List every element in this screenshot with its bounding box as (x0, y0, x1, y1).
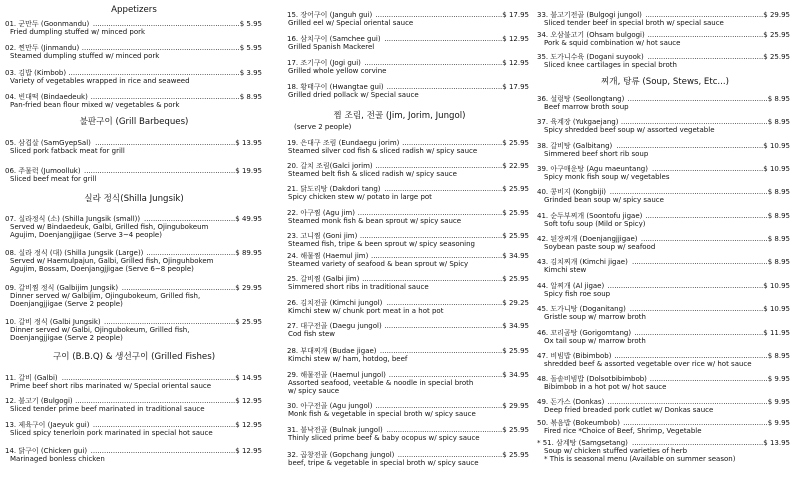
section-subheading-serving: (serve 2 people) (294, 123, 352, 131)
item-name: 43. 김치찌개 (Kimchi jigae) (537, 258, 628, 266)
item-description: Simmered short ribs in traditional sauce (288, 283, 429, 291)
item-price: ........................................................................$ 12.95 (75, 397, 262, 405)
item-description: Bibimbob in a hot pot w/ hot sauce (544, 383, 667, 391)
item-description: Kimchi stew w/ chunk port meat in a hot pot (288, 307, 444, 315)
item-price: ................................................................$ 12.95 (92, 421, 262, 429)
item-price: ...............................................................$ 8.95 (627, 95, 790, 103)
item-name: 19. 은대구 조림 (Eundaegu jorim) (287, 139, 400, 147)
item-price: ...................................................$ 34.95 (388, 371, 529, 379)
item-name: 36. 설렁탕 (Seollongtang) (537, 95, 625, 103)
item-price: ....................................................$ 29.25 (386, 299, 529, 307)
item-price: ....................................................$ 25.95 (386, 426, 529, 434)
item-price: .............................................................$ 8.95 (632, 258, 790, 266)
item-description: Sliced spicy tenerloin pork marinated in special hot sauce (10, 429, 213, 437)
item-price: ...............................................................$ 25.95 (362, 275, 529, 283)
item-description: Pan-fried bean flour mixed w/ vegetables & pork (10, 101, 180, 109)
item-description: Fired rice *Choice of Beef, Shrimp, Vegetable (544, 427, 702, 435)
item-name: * 51. 삼계탕 (Samgsetang) (537, 439, 628, 447)
item-name: 03. 김밥 (Kimbob) (5, 69, 67, 77)
item-price: ..............................................................................$ 14.95 (61, 374, 262, 382)
item-price: ....................................................$ 25.95 (647, 31, 790, 39)
item-name: 04. 빈대떡 (Bindaedeuk) (5, 93, 88, 101)
item-name: 14. 닭구이 (Chicken gui) (5, 447, 88, 455)
item-name: 38. 갈비탕 (Galbitang) (537, 142, 613, 150)
item-name: 12. 불고기 (Bulgogi) (5, 397, 73, 405)
item-name: 34. 오삼불고기 (Ohsam bulgogi) (537, 31, 645, 39)
item-description: Prime beef short ribs marinated w/ Special oriental sauce (10, 382, 212, 390)
item-price: .............................................$ 25.95 (402, 139, 529, 147)
item-description: Thinly sliced prime beef & baby ocopus w/ spicy sauce (288, 434, 480, 442)
item-price: .....................................................$ 9.95 (649, 375, 790, 383)
item-description: Doenjangjjigae (Serve 2 people) (10, 300, 123, 308)
item-price: .................................................................$ 9.95 (623, 419, 790, 427)
item-name: 29. 해물전골 (Haemul jungol) (287, 371, 386, 379)
item-name: 24. 해물찜 (Haemul jim) (287, 252, 369, 260)
item-name: 21. 닭도리탕 (Dakdori tang) (287, 185, 381, 193)
item-description: Spicy shredded beef soup w/ assorted vegetable (544, 126, 715, 134)
item-price: ..................................................................$ 10.95 (616, 142, 790, 150)
item-name: 16. 삼치구이 (Samchee gui) (287, 35, 381, 43)
item-price: .......................................................$ 8.95 (645, 212, 790, 220)
item-price: ...........................................................$ 34.95 (371, 252, 529, 260)
item-price: ...................................................................$ 8.95 (90, 93, 262, 101)
item-price: ..................................................$ 10.95 (652, 165, 790, 173)
item-name: 42. 된장찌개 (Doenjangjjigae) (537, 235, 638, 243)
seasonal-note: * This is seasonal menu (Available on summer season) (544, 455, 736, 463)
item-description: Dinner served w/ Galbijim, Ojingubokeum, Grilled fish, (10, 292, 201, 300)
item-price: ...................................................$ 29.95 (121, 284, 262, 292)
item-description: w/ spicy sauce (288, 387, 340, 395)
item-price: .......................................................................$ 5.95 (81, 44, 262, 52)
item-name: 18. 황태구이 (Hwangtae gui) (287, 83, 384, 91)
item-price: ...........................................................$ 13.95 (632, 439, 790, 447)
item-price: .....................................................$ 34.95 (384, 322, 529, 330)
item-description: Kimchi stew w/ ham, hotdog, beef (288, 355, 408, 363)
item-description: Kimchi stew (544, 266, 587, 274)
item-price: .........................................................$ 29.95 (375, 402, 529, 410)
item-name: 32. 곱창전골 (Gopchang jungol) (287, 451, 395, 459)
item-description: Steamed fish, tripe & been sprout w/ spicy seasoning (288, 240, 475, 248)
item-description: Simmered beef short rib soup (544, 150, 649, 158)
item-name: 02. 찐만두 (Jinmandu) (5, 44, 80, 52)
item-price: ..........................................................$ 11.95 (634, 329, 790, 337)
item-description: Assorted seafood, veetable & noodle in special broth (288, 379, 474, 387)
section-heading-grill-barbeques: 불판구이 (Grill Barbeques) (79, 117, 189, 127)
item-price: .....................................................................$ 8.95 (614, 352, 790, 360)
item-description: Soup w/ chicken stuffed varieties of herb (544, 447, 688, 455)
item-name: 35. 도가니수육 (Dogani suyook) (537, 53, 644, 61)
item-description: Sliced knee cartilages in special broth (544, 61, 677, 69)
item-price: .........................................................$ 17.95 (375, 11, 529, 19)
item-price: .......................................................................$ 8.95 (609, 188, 790, 196)
item-description: Dinner served w/ Galbi, Ojingubokeum, Grilled fish, (10, 326, 190, 334)
item-price: .............................................................................$ 3.95 (68, 69, 262, 77)
item-price: .......................................................$ 25.95 (379, 347, 529, 355)
item-description: Agujim, Bossam, Doenjangjjigae (Serve 6~8 people) (10, 265, 194, 273)
item-price: ..................................................................$ 5.95 (92, 20, 262, 28)
item-name: 13. 제육구이 (Jaeyuk gui) (5, 421, 90, 429)
item-description: Steamed belt fish & sliced radish w/ spicy sauce (288, 170, 457, 178)
item-name: 01. 군만두 (Goonmandu) (5, 20, 90, 28)
item-description: Served w/ Haemulpajun, Galbi, Grilled fish, Ojinguhbokem (10, 257, 214, 265)
item-description: Cod fish stew (288, 330, 335, 338)
section-heading-soup-stews: 찌개, 탕류 (Soup, Stews, Etc...) (601, 77, 729, 87)
item-name: 15. 장어구이 (Janguh gui) (287, 11, 373, 19)
item-description: Served w/ Bindaedeuk, Galbi, Grilled fish, Ojingubokeum (10, 223, 209, 231)
item-name: 40. 콩비지 (Kongbiji) (537, 188, 607, 196)
item-name: 27. 대구전골 (Daegu jungol) (287, 322, 382, 330)
item-name: 23. 고니찜 (Goni jim) (287, 232, 358, 240)
item-price: ....................................................................$ 19.95 (83, 167, 262, 175)
item-price: ...............................................$ 25.95 (397, 451, 529, 459)
item-name: 05. 삼겹살 (SamGyepSal) (5, 139, 91, 147)
item-description: Sliced tender beef in special broth w/ special sauce (544, 19, 724, 27)
item-description: Variety of vegetables wrapped in rice and seaweed (10, 77, 190, 85)
item-price: ....................................................$ 25.95 (647, 53, 790, 61)
item-name: 10. 갈비 정식 (Galbi Jungsik) (5, 318, 101, 326)
item-name: 11. 갈비 (Galbi) (5, 374, 58, 382)
item-price: .....................................................$ 29.95 (645, 11, 790, 19)
section-heading-grilled-fishes: 구이 (B.B.Q) & 생선구이 (Grilled Fishes) (52, 352, 216, 362)
item-name: 20. 갈치 조림(Galci jorim) (287, 162, 373, 170)
item-description: Grilled dried pollack w/ Special sauce (288, 91, 419, 99)
item-price: ........................................$ 89.95 (146, 249, 262, 257)
item-name: 25. 갈비찜 (Galbi jim) (287, 275, 360, 283)
item-price: ....................................................$ 17.95 (386, 83, 529, 91)
item-price: ............................................................$ 10.95 (629, 305, 790, 313)
item-price: .........................................................$ 22.95 (375, 162, 529, 170)
item-price: ...........................................................$ 25.95 (104, 318, 262, 326)
item-name: 30. 아구전골 (Agu jungol) (287, 402, 373, 410)
item-price: ......................................................................$ 10.95 (607, 282, 790, 290)
item-description: Monk fish & vegetable in special broth w/ spicy sauce (288, 410, 476, 418)
item-description: Grilled whole yellow corvine (288, 67, 387, 75)
item-description: Ox tail soup w/ marrow broth (544, 337, 646, 345)
item-description: shredded beef & assorted vegetable over rice w/ hot sauce (544, 360, 752, 368)
item-name: 07. 실라정식 (소) (Shilla Jungsik (small)) (5, 215, 141, 223)
item-name: 45. 도가니탕 (Doganitang) (537, 305, 626, 313)
item-description: beef, tripe & vegetable in special broth w/ spicy sauce (288, 459, 479, 467)
item-description: Soft tofu soup (Mild or Spicy) (544, 220, 646, 228)
item-name: 46. 꼬리곰탕 (Gorigomtang) (537, 329, 632, 337)
item-name: 44. 알찌개 (Al jigae) (537, 282, 605, 290)
item-price: ................................................................$ 25.95 (359, 232, 529, 240)
item-description: Agujim, Doenjangjjigae (Serve 3~4 people) (10, 231, 162, 239)
item-name: 33. 불고기전골 (Bulgogi jungol) (537, 11, 642, 19)
item-description: Gristle soup w/ marrow broth (544, 313, 646, 321)
item-name: 28. 부대찌개 (Budae jigae) (287, 347, 377, 355)
item-description: Soybean paste soup w/ seafood (544, 243, 656, 251)
item-description: Steamed dumpling stuffed w/ minced pork (10, 52, 160, 60)
item-price: .........................................$ 49.95 (144, 215, 262, 223)
item-description: Grinded bean soup w/ spicy sauce (544, 196, 664, 204)
item-description: Spicy chicken stew w/ potato in large pot (288, 193, 432, 201)
item-name: 06. 주물럭 (Jumoolluk) (5, 167, 81, 175)
item-price: .....................................................$ 25.95 (384, 185, 529, 193)
item-description: Marinaged bonless chicken (10, 455, 105, 463)
item-name: 26. 김치전골 (Kimchi jungol) (287, 299, 383, 307)
item-name: 09. 갈비찜 정식 (Galbijim Jungsik) (5, 284, 119, 292)
section-heading-shilla-jungsik: 실라 정식(Shilla Jungsik) (84, 194, 184, 204)
item-name: 50. 볶음밥 (Bokeumbob) (537, 419, 620, 427)
item-price: .................................................................$ 12.95 (90, 447, 262, 455)
item-name: 48. 돌솥비빔밥 (Dolsotbibimbob) (537, 375, 647, 383)
item-price: .....................................................$ 12.95 (384, 35, 529, 43)
section-heading-appetizers: Appetizers (111, 5, 157, 15)
item-price: ...............................................................$ 13.95 (95, 139, 262, 147)
item-name: 49. 돈가스 (Donkas) (537, 398, 605, 406)
item-description: Deep fried breaded pork cutlet w/ Donkas sauce (544, 406, 714, 414)
item-price: ........................................................................$ 9.95 (607, 398, 790, 406)
item-name: 47. 비빔밥 (Bibimbob) (537, 352, 612, 360)
item-description: Steamed variety of seafood & bean sprout w/ Spicy (288, 260, 469, 268)
item-price: ..............................................................$ 12.95 (364, 59, 529, 67)
item-description: Sliced beef meat for grill (10, 175, 97, 183)
item-name: 37. 육계장 (Yukgaejang) (537, 118, 619, 126)
item-price: .........................................................$ 8.95 (640, 235, 790, 243)
item-description: Sliced tender prime beef marinated in traditional sauce (10, 405, 205, 413)
section-heading-jim-jorim-jungol: 찜 조림, 전골 (Jim, Jorim, Jungol) (333, 111, 466, 121)
item-name: 17. 조기구이 (Jogi gui) (287, 59, 361, 67)
item-description: Grilled eel w/ Special oriental sauce (288, 19, 414, 27)
item-name: 41. 순두부찌개 (Soontofu jigae) (537, 212, 643, 220)
item-name: 39. 아구매운탕 (Agu maeuntang) (537, 165, 648, 173)
item-description: Spicy monk fish soup w/ vegetables (544, 173, 670, 181)
item-price: ..................................................................$ 8.95 (620, 118, 790, 126)
item-name: 22. 아구찜 (Agu jim) (287, 209, 355, 217)
item-description: Grilled Spanish Mackerel (288, 43, 375, 51)
item-description: Doenjangjjigae (Serve 2 people) (10, 334, 123, 342)
item-description: Steamed silver cod fish & sliced radish w/ spicy sauce (288, 147, 478, 155)
item-description: Sliced pork fatback meat for grill (10, 147, 125, 155)
item-name: 31. 불낙전골 (Bulnak jungol) (287, 426, 383, 434)
item-price: .................................................................$ 25.95 (357, 209, 529, 217)
item-description: Steamed monk fish & bean sprout w/ spicy sauce (288, 217, 462, 225)
item-description: Spicy fish roe soup (544, 290, 611, 298)
item-description: Fried dumpling stuffed w/ minced pork (10, 28, 146, 36)
item-description: Pork & squid combination w/ hot sauce (544, 39, 681, 47)
item-description: Beef marrow broth soup (544, 103, 629, 111)
item-name: 08. 실라 정식 (대) (Shilla Jungsik (Large)) (5, 249, 144, 257)
